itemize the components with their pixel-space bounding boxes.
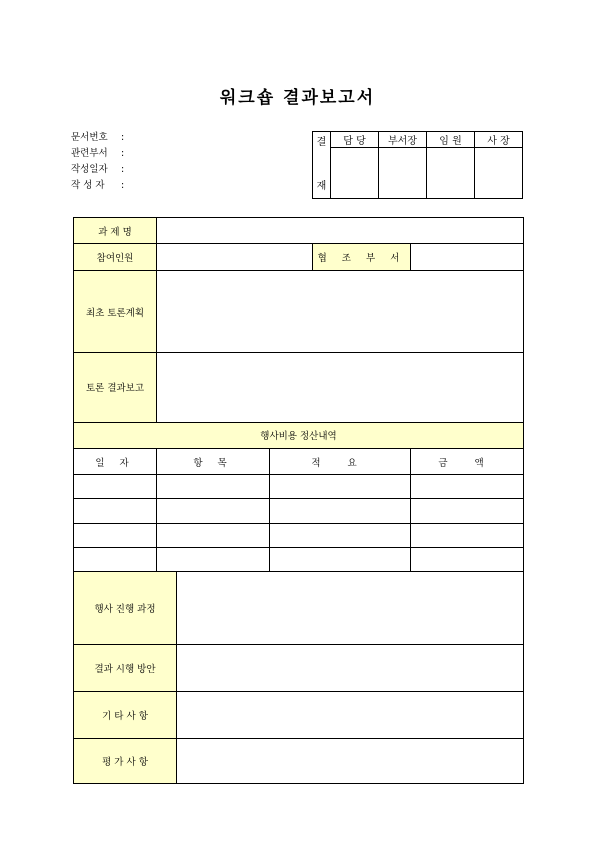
expense-col-item: 항 목 xyxy=(157,449,270,475)
progress-label: 행사 진행 과정 xyxy=(74,572,177,645)
approval-sign-executive[interactable] xyxy=(427,148,475,199)
expense-row xyxy=(74,499,524,523)
evaluation-label: 평 가 사 항 xyxy=(74,739,177,784)
report-form-table xyxy=(73,217,524,784)
expense-section-header: 행사비용 정산내역 xyxy=(74,422,524,448)
expense-date-cell[interactable] xyxy=(74,475,157,499)
approval-header-staff: 담 당 xyxy=(331,132,379,148)
expense-col-description: 적 요 xyxy=(270,449,411,475)
expense-description-cell[interactable] xyxy=(270,547,411,571)
expense-date-cell[interactable] xyxy=(74,499,157,523)
expense-description-cell[interactable] xyxy=(270,475,411,499)
expense-col-date: 일 자 xyxy=(74,449,157,475)
approval-table xyxy=(312,131,523,199)
evaluation-field[interactable] xyxy=(177,739,524,784)
result-report-field[interactable] xyxy=(157,353,524,423)
expense-row xyxy=(74,523,524,547)
initial-plan-field[interactable] xyxy=(157,271,524,353)
action-plan-field[interactable] xyxy=(177,644,524,691)
expense-item-cell[interactable] xyxy=(157,547,270,571)
participants-label: 참여인원 xyxy=(74,244,157,271)
participants-field[interactable] xyxy=(157,244,313,271)
document-meta xyxy=(71,130,124,194)
approval-header-manager: 부서장 xyxy=(379,132,427,148)
expense-item-cell[interactable] xyxy=(157,523,270,547)
expense-amount-cell[interactable] xyxy=(411,523,524,547)
approval-side-label: 결 재 xyxy=(313,132,331,199)
expense-col-amount: 금 액 xyxy=(411,449,524,475)
document-title: 워크숍 결과보고서 xyxy=(219,88,376,108)
meta-doc-number: 문서번호 : xyxy=(71,132,125,143)
cooperation-field[interactable] xyxy=(411,244,524,271)
other-notes-field[interactable] xyxy=(177,692,524,739)
subject-label: 과 제 명 xyxy=(74,218,157,244)
expense-item-cell[interactable] xyxy=(157,499,270,523)
expense-date-cell[interactable] xyxy=(74,547,157,571)
approval-sign-president[interactable] xyxy=(475,148,523,199)
other-notes-label: 기 타 사 항 xyxy=(74,692,177,739)
expense-description-cell[interactable] xyxy=(270,523,411,547)
approval-header-executive: 임 원 xyxy=(427,132,475,148)
meta-department: 관련부서 : xyxy=(71,148,125,159)
result-report-label: 토론 결과보고 xyxy=(74,353,157,423)
approval-sign-staff[interactable] xyxy=(331,148,379,199)
expense-amount-cell[interactable] xyxy=(411,475,524,499)
progress-field[interactable] xyxy=(177,572,524,645)
expense-date-cell[interactable] xyxy=(74,523,157,547)
expense-amount-cell[interactable] xyxy=(411,547,524,571)
initial-plan-label: 최초 토론계획 xyxy=(74,271,157,353)
meta-author: 작 성 자 : xyxy=(71,180,125,191)
subject-field[interactable] xyxy=(157,218,524,244)
action-plan-label: 결과 시행 방안 xyxy=(74,644,177,691)
approval-sign-manager[interactable] xyxy=(379,148,427,199)
expense-item-cell[interactable] xyxy=(157,475,270,499)
expense-row xyxy=(74,547,524,571)
meta-date: 작성일자 : xyxy=(71,164,125,175)
expense-row xyxy=(74,475,524,499)
expense-amount-cell[interactable] xyxy=(411,499,524,523)
cooperation-label: 협 조 부 서 xyxy=(313,244,411,271)
expense-description-cell[interactable] xyxy=(270,499,411,523)
approval-header-president: 사 장 xyxy=(475,132,523,148)
